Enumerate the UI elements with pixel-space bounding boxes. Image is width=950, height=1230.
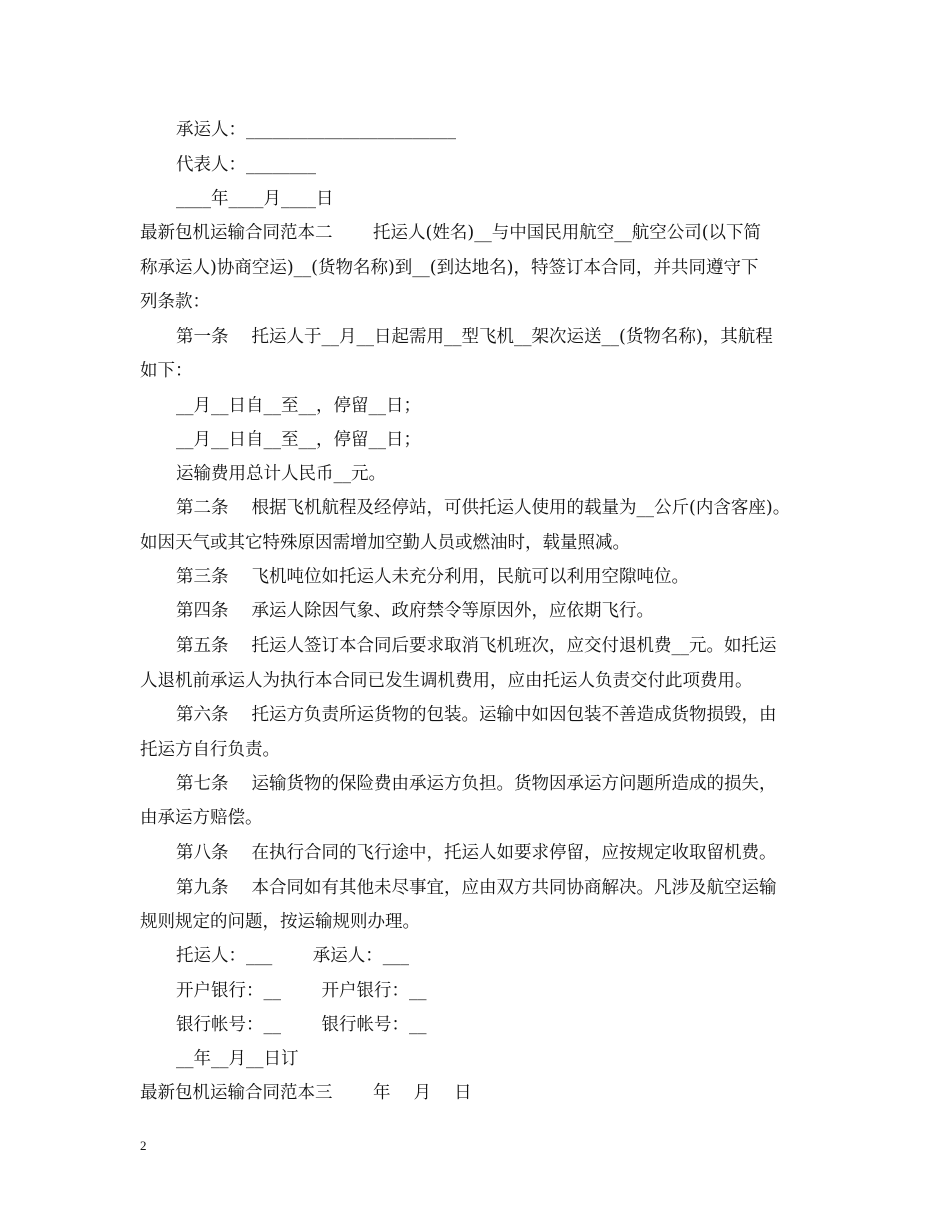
carrier-signature-line: 承运人：________________________	[176, 120, 456, 140]
contract-two-intro-line-3: 列条款：	[140, 292, 210, 312]
signing-date-line: __年__月__日订	[176, 1049, 299, 1069]
representative-signature-line: 代表人：________	[176, 155, 316, 175]
article-six-line-2: 托运方自行负责。	[140, 740, 280, 760]
contract-two-intro-line-2: 称承运人)协商空运)__(货物名称)到__(到达地名)，特签订本合同，并共同遵守下	[140, 258, 759, 278]
signatories-line: 托运人：___ 承运人：___	[176, 946, 410, 966]
total-fee-line: 运输费用总计人民币__元。	[176, 464, 386, 484]
contract-two-heading-line: 最新包机运输合同范本二 托运人(姓名)__与中国民用航空__航空公司(以下简	[140, 223, 762, 243]
article-two-line-2: 如因天气或其它特殊原因需增加空勤人员或燃油时，载量照减。	[140, 533, 630, 553]
account-line: 银行帐号：__ 银行帐号：__	[176, 1015, 427, 1035]
article-one-line-2: 如下：	[140, 361, 193, 381]
article-four-line: 第四条 承运人除因气象、政府禁令等原因外，应依期飞行。	[176, 601, 655, 621]
article-two-line-1: 第二条 根据飞机航程及经停站，可供托运人使用的载量为__公斤(内含客座)。	[176, 498, 791, 518]
bank-line: 开户银行：__ 开户银行：__	[176, 981, 427, 1001]
article-nine-line-1: 第九条 本合同如有其他未尽事宜，应由双方共同协商解决。凡涉及航空运输	[176, 878, 777, 898]
page-number: 2	[140, 1138, 147, 1153]
contract-three-heading-line: 最新包机运输合同范本三 年 月 日	[140, 1083, 472, 1103]
route-line-1: __月__日自__至__，停留__日；	[176, 396, 421, 416]
article-five-line-1: 第五条 托运人签订本合同后要求取消飞机班次，应交付退机费__元。如托运	[176, 636, 777, 656]
article-nine-line-2: 规则规定的问题，按运输规则办理。	[140, 912, 420, 932]
article-three-line: 第三条 飞机吨位如托运人未充分利用，民航可以利用空隙吨位。	[176, 567, 690, 587]
article-six-line-1: 第六条 托运方负责所运货物的包装。运输中如因包装不善造成货物损毁，由	[176, 705, 777, 725]
article-seven-line-2: 由承运方赔偿。	[140, 808, 263, 828]
article-one-line-1: 第一条 托运人于__月__日起需用__型飞机__架次运送__(货物名称)，其航程	[176, 327, 773, 347]
article-eight-line: 第八条 在执行合同的飞行途中，托运人如要求停留，应按规定收取留机费。	[176, 843, 777, 863]
article-five-line-2: 人退机前承运人为执行本合同已发生调机费用，应由托运人负责交付此项费用。	[140, 671, 753, 691]
article-seven-line-1: 第七条 运输货物的保险费由承运方负担。货物因承运方问题所造成的损失，	[176, 774, 777, 794]
route-line-2: __月__日自__至__，停留__日；	[176, 430, 421, 450]
date-line: ____年____月____日	[176, 189, 334, 209]
